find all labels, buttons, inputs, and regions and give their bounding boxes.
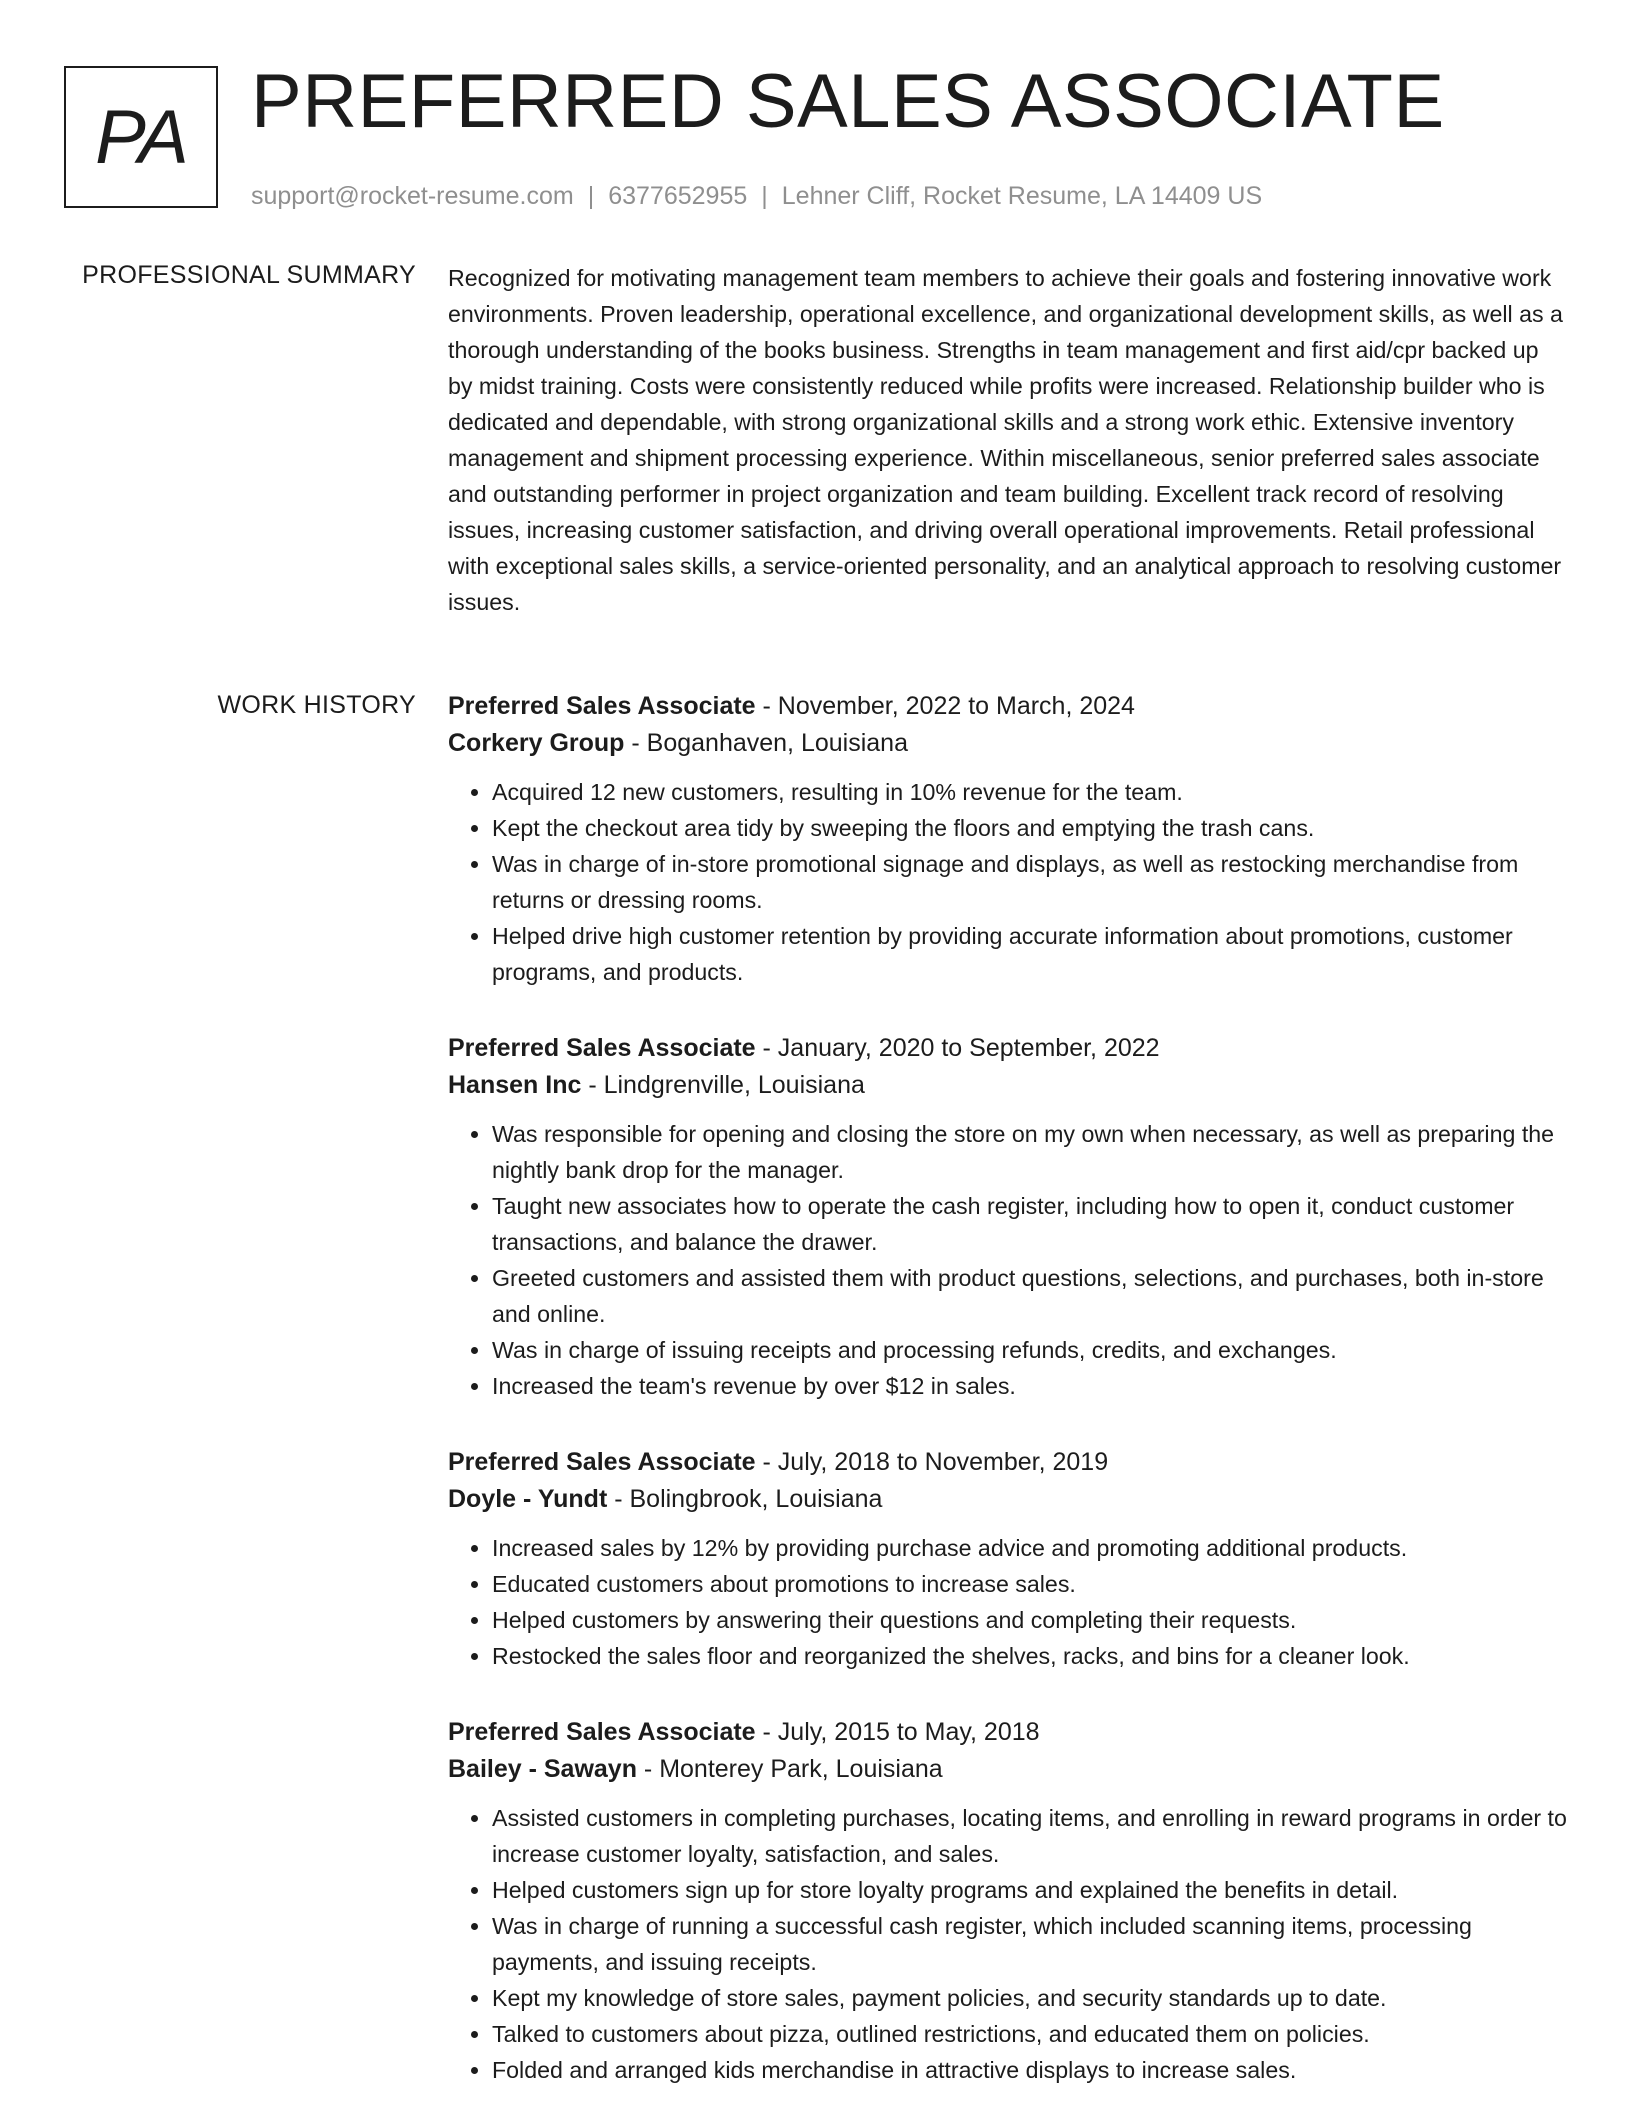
company-location: - Boganhaven, Louisiana	[624, 729, 908, 757]
bullet-item: • Increased sales by 12% by providing purchase advice and promoting additional products.	[492, 1530, 1568, 1566]
job-title-line	[448, 688, 1568, 724]
work-history-heading: WORK HISTORY	[217, 691, 416, 719]
bullet-item: • Acquired 12 new customers, resulting in 10% revenue for the team.	[492, 774, 1568, 810]
job-title: Preferred Sales Associate	[448, 1034, 756, 1062]
header	[251, 56, 1581, 211]
work-history-body	[448, 688, 1568, 2128]
job-entry	[448, 1030, 1568, 1404]
bullet-item: • Assisted customers in completing purchases, locating items, and enrolling in reward programs in order to increase customer loyalty, satisfaction, and sales.	[492, 1800, 1568, 1872]
bullet-item: • Greeted customers and assisted them with product questions, selections, and purchases, both in-store and online.	[492, 1260, 1568, 1332]
company-line	[448, 1066, 1568, 1104]
job-dates: - July, 2018 to November, 2019	[755, 1448, 1109, 1476]
contact-email: support@rocket-resume.com	[251, 182, 574, 210]
bullet-item: • Increased the team's revenue by over $12 in sales.	[492, 1368, 1568, 1404]
bullet-item: • Helped drive high customer retention by providing accurate information about promotions, customer programs, and products.	[492, 918, 1568, 990]
job-title: Preferred Sales Associate	[448, 692, 756, 720]
monogram-logo	[64, 66, 218, 208]
company-name: Corkery Group	[448, 729, 625, 757]
job-title-line	[448, 1444, 1568, 1480]
contact-address: Lehner Cliff, Rocket Resume, LA 14409 US	[781, 182, 1263, 210]
job-dates: - July, 2015 to May, 2018	[755, 1718, 1040, 1746]
company-name: Doyle - Yundt	[448, 1485, 608, 1513]
summary-heading: PROFESSIONAL SUMMARY	[82, 261, 416, 289]
bullet-item: • Helped customers sign up for store loyalty programs and explained the benefits in detail.	[492, 1872, 1568, 1908]
company-name: Bailey - Sawayn	[448, 1755, 637, 1783]
monogram-text: PA	[95, 94, 187, 180]
contact-separator: |	[587, 182, 595, 210]
company-location: - Bolingbrook, Louisiana	[607, 1485, 883, 1513]
company-name: Hansen Inc	[448, 1071, 582, 1099]
contact-line	[251, 182, 1581, 211]
job-title-line	[448, 1030, 1568, 1066]
bullet-item: • Was in charge of issuing receipts and processing refunds, credits, and exchanges.	[492, 1332, 1568, 1368]
bullet-item: • Was in charge of in-store promotional signage and displays, as well as restocking merchandise from returns or dressing rooms.	[492, 846, 1568, 918]
contact-separator: |	[761, 182, 768, 210]
job-bullets	[448, 774, 1568, 990]
bullet-item: • Was responsible for opening and closing the store on my own when necessary, as well as preparing the nightly bank drop for the manager.	[492, 1116, 1568, 1188]
bullet-item: • Talked to customers about pizza, outlined restrictions, and educated them on policies.	[492, 2016, 1568, 2052]
company-location: - Lindgrenville, Louisiana	[581, 1071, 865, 1099]
job-dates: - November, 2022 to March, 2024	[755, 692, 1135, 720]
bullet-item: • Kept the checkout area tidy by sweeping the floors and emptying the trash cans.	[492, 810, 1568, 846]
bullet-item: • Educated customers about promotions to increase sales.	[492, 1566, 1568, 1602]
summary-body	[448, 260, 1568, 620]
company-location: - Monterey Park, Louisiana	[636, 1755, 943, 1783]
candidate-name: PREFERRED SALES ASSOCIATE	[251, 59, 1445, 144]
contact-phone: 6377652955	[608, 182, 748, 210]
job-bullets	[448, 1800, 1568, 2088]
job-dates: - January, 2020 to September, 2022	[755, 1034, 1160, 1062]
company-line	[448, 1750, 1568, 1788]
job-bullets	[448, 1116, 1568, 1404]
job-title-line	[448, 1714, 1568, 1750]
company-line	[448, 724, 1568, 762]
job-entry	[448, 688, 1568, 990]
job-title: Preferred Sales Associate	[448, 1718, 756, 1746]
bullet-item: • Folded and arranged kids merchandise in attractive displays to increase sales.	[492, 2052, 1568, 2088]
summary-text: Recognized for motivating management team members to achieve their goals and fostering innovative work environments. Proven leadership, operational excellence, and organizational development skills, as well as a thorough understanding of the books business. Strengths in team management and first aid/cpr backed up by midst training. Costs were consistently reduced while profits were increased. Relationship builder who is dedicated and dependable, with strong organizational skills and a strong work ethic. Extensive inventory management and shipment processing experience. Within miscellaneous, senior preferred sales associate and outstanding performer in project organization and team building. Excellent track record of resolving issues, increasing customer satisfaction, and driving overall operational improvements. Retail professional with exceptional sales skills, a service-oriented personality, and an analytical approach to resolving customer issues.	[448, 265, 1563, 615]
bullet-item: • Taught new associates how to operate the cash register, including how to open it, conduct customer transactions, and balance the drawer.	[492, 1188, 1568, 1260]
bullet-item: • Restocked the sales floor and reorganized the shelves, racks, and bins for a cleaner look.	[492, 1638, 1568, 1674]
job-entry	[448, 1444, 1568, 1674]
company-line	[448, 1480, 1568, 1518]
bullet-item: • Was in charge of running a successful cash register, which included scanning items, processing payments, and issuing receipts.	[492, 1908, 1568, 1980]
job-entry	[448, 1714, 1568, 2088]
bullet-item: • Helped customers by answering their questions and completing their requests.	[492, 1602, 1568, 1638]
job-bullets	[448, 1530, 1568, 1674]
job-title: Preferred Sales Associate	[448, 1448, 756, 1476]
bullet-item: • Kept my knowledge of store sales, payment policies, and security standards up to date.	[492, 1980, 1568, 2016]
